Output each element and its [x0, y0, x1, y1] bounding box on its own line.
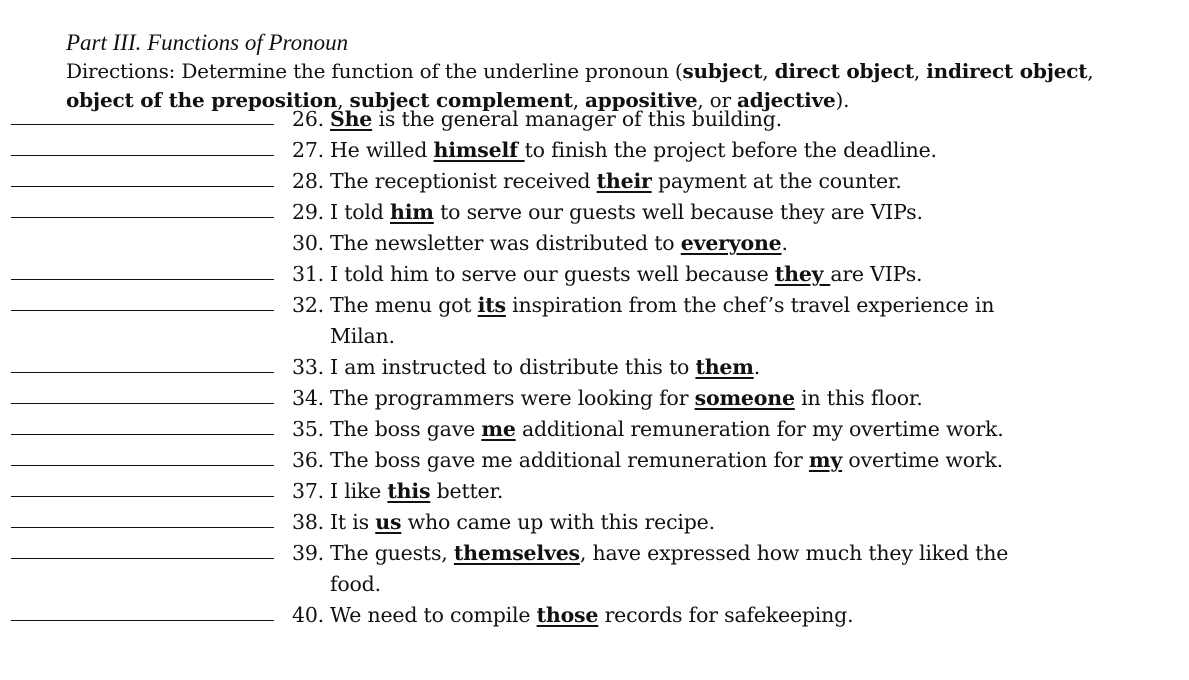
sentence-after: in this floor.: [794, 386, 923, 410]
directions-suffix: ).: [835, 88, 850, 112]
question-item: [11, 538, 1111, 600]
question-item: [11, 166, 1111, 197]
sentence-before: The receptionist received: [330, 169, 597, 193]
answer-blank[interactable]: [11, 217, 274, 218]
answer-blank[interactable]: [11, 372, 274, 373]
underlined-pronoun: this: [387, 479, 431, 503]
underlined-pronoun: someone: [694, 386, 795, 410]
underlined-pronoun: him: [390, 200, 434, 224]
question-sentence: [330, 259, 922, 290]
sentence-before: I am instructed to distribute this to: [330, 355, 696, 379]
question-number: 39.: [292, 541, 325, 565]
question-number: 40.: [292, 603, 325, 627]
answer-blank[interactable]: [11, 496, 274, 497]
question-sentence: [330, 228, 788, 259]
answer-blank[interactable]: [11, 403, 274, 404]
question-number: 27.: [292, 138, 325, 162]
sentence-after: .: [781, 231, 788, 255]
underlined-pronoun: me: [481, 417, 516, 441]
question-number: 33.: [292, 355, 325, 379]
question-number: 31.: [292, 262, 325, 286]
question-item: [11, 476, 1111, 507]
underlined-pronoun: She: [330, 107, 373, 131]
sentence-after: records for safekeeping.: [598, 603, 854, 627]
underlined-pronoun: their: [596, 169, 652, 193]
question-sentence: [330, 600, 853, 631]
question-sentence: [330, 166, 902, 197]
sentence-before: I like: [330, 479, 388, 503]
question-sentence: [330, 445, 1003, 476]
question-item: [11, 228, 1111, 259]
question-sentence: [330, 197, 923, 228]
sentence-continuation: food.: [330, 572, 381, 596]
question-sentence: [330, 538, 1008, 600]
underlined-pronoun: its: [477, 293, 506, 317]
question-number: 37.: [292, 479, 325, 503]
question-number: 30.: [292, 231, 325, 255]
sentence-after: inspiration from the chef’s travel experience in: [505, 293, 995, 317]
option-subject: subject: [682, 59, 763, 83]
answer-blank[interactable]: [11, 186, 274, 187]
answer-blank[interactable]: [11, 558, 274, 559]
question-item: [11, 259, 1111, 290]
answer-blank[interactable]: [11, 434, 274, 435]
sentence-before: The menu got: [330, 293, 478, 317]
sentence-after: to finish the project before the deadline.: [524, 138, 937, 162]
sentence-before: He willed: [330, 138, 434, 162]
underlined-pronoun: they: [774, 262, 831, 286]
underlined-pronoun: those: [536, 603, 599, 627]
question-number: 28.: [292, 169, 325, 193]
sentence-after: additional remuneration for my overtime work.: [515, 417, 1004, 441]
answer-blank[interactable]: [11, 465, 274, 466]
sentence-after: to serve our guests well because they are VIPs.: [433, 200, 923, 224]
option-subject-complement: subject complement: [349, 88, 573, 112]
answer-blank[interactable]: [11, 310, 274, 311]
sentence-before: The guests,: [330, 541, 454, 565]
question-item: [11, 290, 1111, 352]
sentence-after: better.: [430, 479, 504, 503]
question-item: [11, 383, 1111, 414]
question-item: [11, 445, 1111, 476]
underlined-pronoun: himself: [433, 138, 525, 162]
question-sentence: [330, 383, 923, 414]
sentence-before: It is: [330, 510, 376, 534]
directions-prefix: Directions: Determine the function of the underline pronoun (: [66, 59, 683, 83]
sentence-after: payment at the counter.: [651, 169, 902, 193]
underlined-pronoun: my: [808, 448, 843, 472]
directions-or: or: [709, 88, 731, 112]
answer-blank[interactable]: [11, 124, 274, 125]
worksheet: [66, 28, 1166, 115]
sentence-after: are VIPs.: [830, 262, 923, 286]
question-number: 26.: [292, 107, 325, 131]
sentence-after: is the general manager of this building.: [372, 107, 782, 131]
underlined-pronoun: everyone: [680, 231, 782, 255]
question-item: [11, 507, 1111, 538]
question-number: 34.: [292, 386, 325, 410]
option-adjective: adjective: [737, 88, 836, 112]
sentence-before: The boss gave: [330, 417, 482, 441]
sentence-before: The programmers were looking for: [330, 386, 695, 410]
question-sentence: [330, 507, 715, 538]
question-list: [11, 104, 1111, 631]
directions: Directions: Determine the function of the underline pronoun (subject, direct object, indirect object, object of the preposition, subject complement, appositive, or adjective).: [66, 59, 1094, 112]
sentence-before: We need to compile: [330, 603, 537, 627]
question-sentence: [330, 135, 937, 166]
sentence-before: I told: [330, 200, 390, 224]
question-sentence: [330, 476, 503, 507]
question-number: 32.: [292, 293, 325, 317]
answer-blank[interactable]: [11, 527, 274, 528]
underlined-pronoun: themselves: [453, 541, 580, 565]
question-item: [11, 135, 1111, 166]
option-indirect-object: indirect object: [926, 59, 1088, 83]
question-sentence: [330, 414, 1004, 445]
question-item: [11, 197, 1111, 228]
sentence-after: overtime work.: [842, 448, 1003, 472]
underlined-pronoun: them: [695, 355, 754, 379]
answer-blank[interactable]: [11, 155, 274, 156]
question-sentence: [330, 290, 994, 352]
question-item: [11, 600, 1111, 631]
option-appositive: appositive: [585, 88, 698, 112]
sentence-continuation: Milan.: [330, 324, 395, 348]
answer-blank[interactable]: [11, 620, 274, 621]
question-item: [11, 104, 1111, 135]
sentence-after: .: [753, 355, 761, 379]
question-sentence: [330, 352, 760, 383]
option-direct-object: direct object: [774, 59, 914, 83]
section-title: Part III. Functions of Pronoun: [66, 30, 349, 55]
sentence-before: I told him to serve our guests well because: [330, 262, 775, 286]
sentence-before: The newsletter was distributed to: [330, 231, 681, 255]
question-number: 35.: [292, 417, 325, 441]
question-sentence: [330, 104, 782, 135]
question-number: 36.: [292, 448, 325, 472]
question-number: 38.: [292, 510, 325, 534]
sentence-before: The boss gave me additional remuneration for: [330, 448, 809, 472]
question-item: [11, 352, 1111, 383]
sentence-after: , have expressed how much they liked the: [579, 541, 1009, 565]
sentence-after: who came up with this recipe.: [401, 510, 715, 534]
question-number: 29.: [292, 200, 325, 224]
answer-blank[interactable]: [11, 279, 274, 280]
underlined-pronoun: us: [375, 510, 402, 534]
option-object-of-preposition: object of the preposition: [66, 88, 338, 112]
question-item: [11, 414, 1111, 445]
